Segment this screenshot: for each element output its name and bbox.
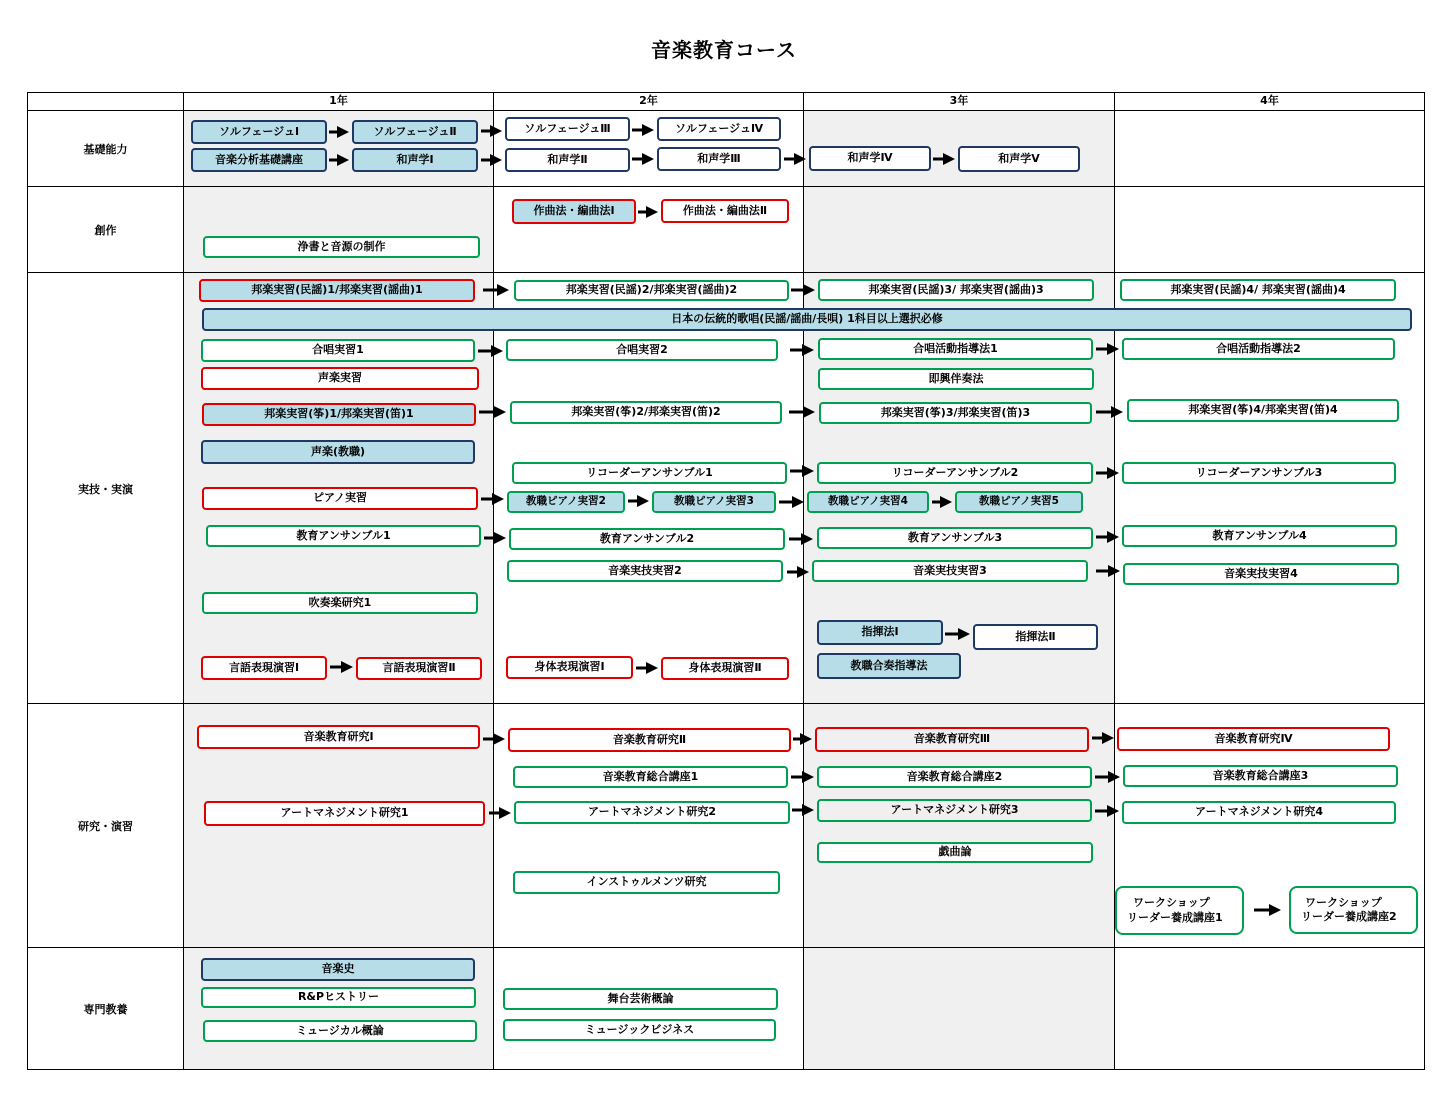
course-conducting2: 指揮法Ⅱ xyxy=(973,624,1098,650)
course-piano: ピアノ実習 xyxy=(202,487,478,510)
course-notation: 浄書と音源の制作 xyxy=(203,236,480,258)
category-basic: 基礎能力 xyxy=(83,143,128,156)
course-speech2: 言語表現演習Ⅱ xyxy=(356,657,482,680)
category-practice: 実技・実演 xyxy=(78,483,133,496)
course-solfege2: ソルフェージュⅡ xyxy=(352,120,478,144)
course-general1: 音楽教育総合講座1 xyxy=(513,766,788,788)
category-research: 研究・演習 xyxy=(78,820,133,833)
course-edu-ensemble4: 教育アンサンブル4 xyxy=(1122,525,1397,547)
category-creation: 創作 xyxy=(94,224,117,237)
workshop1-line2: リーダー養成講座1 xyxy=(1127,910,1223,924)
course-harmony2: 和声学Ⅱ xyxy=(505,148,630,172)
course-ensemble-teaching: 教職合奏指導法 xyxy=(817,653,961,679)
page-title: 音楽教育コース xyxy=(651,38,797,62)
course-composition2: 作曲法・編曲法Ⅱ xyxy=(661,199,789,223)
course-traditional-song: 日本の伝統的歌唱(民謡/謡曲/長唄) 1科目以上選択必修 xyxy=(202,308,1412,331)
course-vocal: 声楽実習 xyxy=(201,367,479,390)
course-tpiano5: 教職ピアノ実習5 xyxy=(955,491,1083,513)
year-header-4: 4年 xyxy=(1260,94,1279,107)
course-hogaku-minyo4: 邦楽実習(民謡)4/ 邦楽実習(謡曲)4 xyxy=(1120,279,1396,301)
course-hogaku-minyo3: 邦楽実習(民謡)3/ 邦楽実習(謡曲)3 xyxy=(818,279,1094,301)
course-recorder3: リコーダーアンサンブル3 xyxy=(1122,462,1396,484)
course-edu-ensemble3: 教育アンサンブル3 xyxy=(817,527,1093,549)
course-arts-mgmt2: アートマネジメント研究2 xyxy=(514,801,790,824)
course-harmony4: 和声学Ⅳ xyxy=(809,146,931,171)
course-rp-history: R&Pヒストリー xyxy=(201,987,476,1008)
course-hogaku-koto4: 邦楽実習(筝)4/邦楽実習(笛)4 xyxy=(1127,399,1399,422)
course-music-skill2: 音楽実技実習2 xyxy=(507,560,783,582)
course-conducting1: 指揮法Ⅰ xyxy=(817,620,943,645)
course-solfege3: ソルフェージュⅢ xyxy=(505,117,630,141)
course-body1: 身体表現演習Ⅰ xyxy=(506,656,633,679)
course-harmony1: 和声学Ⅰ xyxy=(352,148,478,172)
course-edu-research3: 音楽教育研究Ⅲ xyxy=(815,727,1089,752)
course-chorus2: 合唱実習2 xyxy=(506,339,778,361)
course-general2: 音楽教育総合講座2 xyxy=(817,766,1092,788)
year-header-2: 2年 xyxy=(639,94,658,107)
course-stage-arts: 舞台芸術概論 xyxy=(503,988,778,1010)
course-recorder2: リコーダーアンサンブル2 xyxy=(817,462,1093,484)
course-edu-research4: 音楽教育研究Ⅳ xyxy=(1117,727,1390,751)
course-arts-mgmt1: アートマネジメント研究1 xyxy=(204,801,485,826)
course-instruments: インストゥルメンツ研究 xyxy=(513,871,780,894)
course-wind-band: 吹奏楽研究1 xyxy=(202,592,478,614)
course-hogaku-minyo1: 邦楽実習(民謡)1/邦楽実習(謡曲)1 xyxy=(199,279,475,302)
course-arts-mgmt3: アートマネジメント研究3 xyxy=(817,799,1092,822)
course-solfege1: ソルフェージュⅠ xyxy=(191,120,327,144)
workshop1-line1: ワークショップ xyxy=(1133,896,1210,910)
course-arts-mgmt4: アートマネジメント研究4 xyxy=(1122,801,1396,824)
course-tpiano4: 教職ピアノ実習4 xyxy=(807,491,929,513)
course-drama: 戯曲論 xyxy=(817,842,1093,863)
course-general3: 音楽教育総合講座3 xyxy=(1123,765,1398,787)
category-liberal: 専門教養 xyxy=(83,1003,128,1016)
course-recorder1: リコーダーアンサンブル1 xyxy=(512,462,787,484)
year-header-3: 3年 xyxy=(949,94,969,107)
course-analysis: 音楽分析基礎講座 xyxy=(191,148,327,172)
course-edu-ensemble2: 教育アンサンブル2 xyxy=(509,528,785,550)
course-improv-accomp: 即興伴奏法 xyxy=(818,368,1094,390)
course-choral-conducting1: 合唱活動指導法1 xyxy=(818,338,1093,360)
course-vocal-teacher: 声楽(教職) xyxy=(201,440,475,464)
course-edu-research2: 音楽教育研究Ⅱ xyxy=(508,728,791,752)
course-tpiano2: 教職ピアノ実習2 xyxy=(507,491,625,513)
course-music-skill3: 音楽実技実習3 xyxy=(812,560,1088,582)
course-edu-ensemble1: 教育アンサンブル1 xyxy=(206,525,481,547)
course-tpiano3: 教職ピアノ実習3 xyxy=(652,491,776,513)
course-hogaku-koto3: 邦楽実習(筝)3/邦楽実習(笛)3 xyxy=(819,402,1092,424)
year-header-1: 1年 xyxy=(329,94,348,107)
course-harmony5: 和声学Ⅴ xyxy=(958,146,1080,172)
course-music-skill4: 音楽実技実習4 xyxy=(1123,563,1399,585)
course-workshop2 xyxy=(1289,886,1418,934)
course-hogaku-minyo2: 邦楽実習(民謡)2/邦楽実習(謡曲)2 xyxy=(514,280,789,301)
course-body2: 身体表現演習Ⅱ xyxy=(661,657,789,680)
course-hogaku-koto2: 邦楽実習(筝)2/邦楽実習(笛)2 xyxy=(510,401,782,424)
course-composition1: 作曲法・編曲法Ⅰ xyxy=(512,199,636,224)
course-musical: ミュージカル概論 xyxy=(203,1020,477,1042)
course-solfege4: ソルフェージュⅣ xyxy=(657,117,781,141)
course-hogaku-koto1: 邦楽実習(筝)1/邦楽実習(笛)1 xyxy=(202,403,476,426)
course-music-history: 音楽史 xyxy=(201,958,475,981)
course-edu-research1: 音楽教育研究Ⅰ xyxy=(197,725,480,749)
course-harmony3: 和声学Ⅲ xyxy=(657,147,781,171)
course-music-business: ミュージックビジネス xyxy=(503,1019,776,1041)
workshop2-line1: ワークショップ xyxy=(1305,895,1382,909)
course-chorus1: 合唱実習1 xyxy=(201,339,475,362)
workshop2-line2: リーダー養成講座2 xyxy=(1301,910,1397,923)
course-speech1: 言語表現演習Ⅰ xyxy=(201,656,327,680)
course-choral-conducting2: 合唱活動指導法2 xyxy=(1122,338,1395,360)
course-workshop1 xyxy=(1115,886,1244,935)
